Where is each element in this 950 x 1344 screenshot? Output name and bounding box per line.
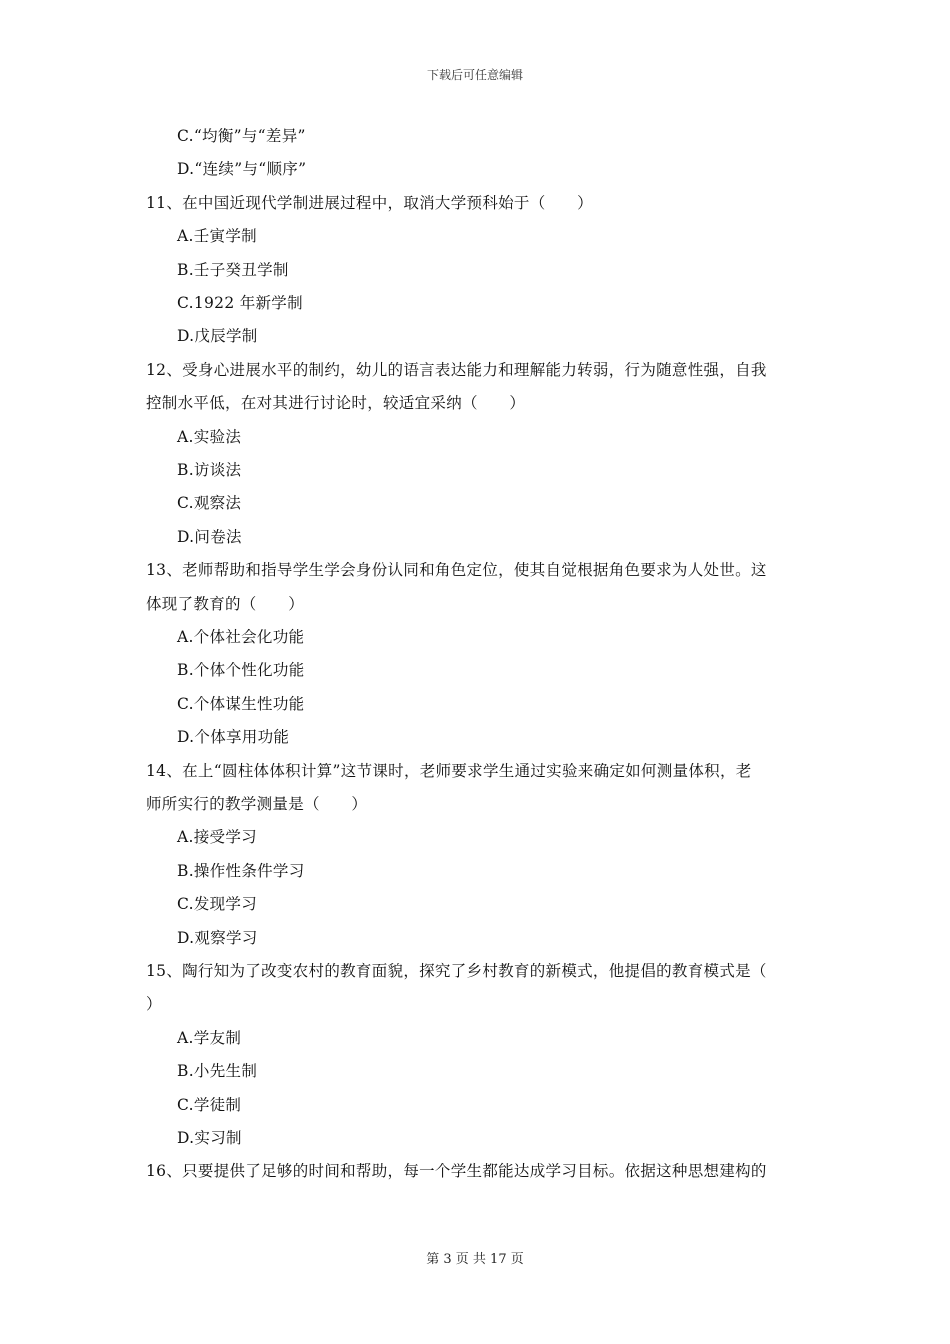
question-text: 体现了教育的（ ）	[146, 594, 305, 613]
answer-option: D.实习制	[177, 1129, 242, 1147]
answer-option: D.戊辰学制	[177, 327, 258, 346]
answer-option: C.“均衡”与“差异”	[177, 127, 306, 145]
answer-option: A.个体社会化功能	[177, 628, 305, 646]
answer-option: D.个体享用功能	[177, 728, 290, 747]
answer-option: D.问卷法	[177, 527, 242, 546]
answer-option: C.个体谋生性功能	[177, 694, 305, 713]
page-header: 下载后可任意编辑	[426, 68, 523, 82]
answer-option: A.学友制	[177, 1028, 242, 1047]
question-text: 14、在上“圆柱体体积计算”这节课时，老师要求学生通过实验来确定如何测量体积，老	[146, 761, 752, 780]
question-text: 15、陶行知为了改变农村的教育面貌，探究了乡村教育的新模式，他提倡的教育模式是（	[146, 962, 767, 980]
answer-option: C.学徒制	[177, 1095, 242, 1114]
answer-option: B.操作性条件学习	[177, 861, 305, 880]
answer-option: D.“连续”与“顺序”	[177, 160, 307, 179]
question-text: 13、老师帮助和指导学生学会身份认同和角色定位，使其自觉根据角色要求为人处世。这	[146, 561, 767, 580]
answer-option: A.接受学习	[177, 828, 257, 847]
question-text: ）	[146, 995, 162, 1014]
answer-option: C.发现学习	[177, 895, 258, 914]
answer-option: C.1922 年新学制	[177, 294, 303, 312]
question-text: 师所实行的教学测量是（ ）	[146, 795, 368, 813]
answer-option: A.实验法	[177, 427, 242, 446]
question-text: 11、在中国近现代学制进展过程中，取消大学预科始于（ ）	[146, 193, 593, 212]
question-text: 12、受身心进展水平的制约，幼儿的语言表达能力和理解能力转弱，行为随意性强，自我	[146, 360, 767, 379]
page-footer: 第 3 页 共 17 页	[426, 1252, 524, 1267]
question-text: 16、只要提供了足够的时间和帮助，每一个学生都能达成学习目标。依据这种思想建构的	[146, 1162, 767, 1181]
answer-option: B.访谈法	[177, 461, 242, 479]
answer-option: C.观察法	[177, 494, 242, 513]
answer-option: B.小先生制	[177, 1062, 258, 1081]
answer-option: B.壬子癸丑学制	[177, 260, 289, 279]
question-text: 控制水平低，在对其进行讨论时，较适宜采纳（ ）	[146, 394, 526, 413]
answer-option: D.观察学习	[177, 928, 258, 947]
answer-option: B.个体个性化功能	[177, 661, 305, 680]
answer-option: A.壬寅学制	[177, 227, 257, 246]
